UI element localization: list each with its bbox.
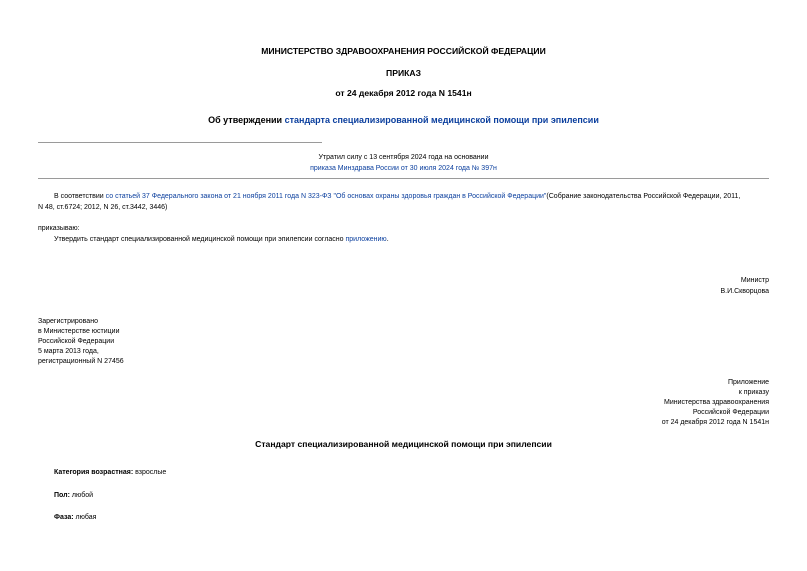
registration-line: регистрационный N 27456: [38, 358, 124, 365]
minister-name: В.И.Скворцова: [720, 288, 769, 295]
registration-line: Зарегистрировано: [38, 318, 98, 325]
basis-paragraph-line2: N 48, ст.6724; 2012, N 26, ст.3442, 3446): [38, 204, 168, 211]
appendix-line: Приложение: [727, 379, 769, 386]
field-value: любая: [73, 514, 97, 521]
field-age-category: [54, 468, 166, 478]
basis-prefix: В соответствии: [54, 193, 106, 200]
standard-title: Стандарт специализированной медицинской помощи при эпилепсии: [255, 439, 552, 449]
appendix-line: Российской Федерации: [692, 409, 769, 416]
basis-suffix: (Собрание законодательства Российской Федерации, 2011,: [546, 193, 741, 200]
field-label: Пол:: [54, 492, 70, 499]
standard-link[interactable]: стандарта специализированной медицинской помощи при эпилепсии: [284, 115, 599, 125]
federal-law-link[interactable]: со статьей 37 Федерального закона от 21 ноября 2011 года N 323-ФЗ "Об основах охраны здоровья граждан в Российской Федерации": [105, 193, 547, 200]
field-sex: [54, 491, 93, 501]
doc-date-number: от 24 декабря 2012 года N 1541н: [335, 88, 472, 98]
appendix-line: к приказу: [738, 389, 769, 396]
registration-line: в Министерстве юстиции: [38, 328, 120, 335]
appendix-link[interactable]: приложению: [345, 236, 387, 243]
basis-paragraph: [54, 192, 772, 202]
divider-long: [38, 178, 769, 179]
registration-line: Российской Федерации: [38, 338, 115, 345]
appendix-block: [662, 378, 769, 428]
doc-title: [0, 115, 807, 125]
approve-prefix: Утвердить стандарт специализированной медицинской помощи при эпилепсии согласно: [54, 236, 346, 243]
registration-line: 5 марта 2013 года,: [38, 348, 99, 355]
field-value: любой: [69, 492, 94, 499]
status-note: Утратил силу с 13 сентября 2024 года на основании: [318, 154, 489, 161]
minister-title: Министр: [740, 277, 769, 284]
approve-suffix: .: [386, 236, 389, 243]
field-label: Фаза:: [54, 514, 74, 521]
doc-title-prefix: Об утверждении: [208, 115, 285, 125]
field-value: взрослые: [133, 469, 167, 476]
approve-paragraph: [54, 235, 389, 245]
appendix-line: от 24 декабря 2012 года N 1541н: [661, 419, 769, 426]
field-phase: [54, 513, 96, 523]
appendix-line: Министерства здравоохранения: [664, 399, 769, 406]
repeal-order-link[interactable]: приказа Минздрава России от 30 июля 2024 года № 397н: [310, 165, 497, 172]
doc-type-heading: ПРИКАЗ: [386, 68, 421, 78]
divider-short: [38, 142, 322, 143]
order-word: приказываю:: [38, 225, 80, 232]
registration-block: [38, 317, 124, 367]
ministry-heading: МИНИСТЕРСТВО ЗДРАВООХРАНЕНИЯ РОССИЙСКОЙ ФЕДЕРАЦИИ: [261, 46, 546, 56]
field-label: Категория возрастная:: [54, 469, 134, 476]
